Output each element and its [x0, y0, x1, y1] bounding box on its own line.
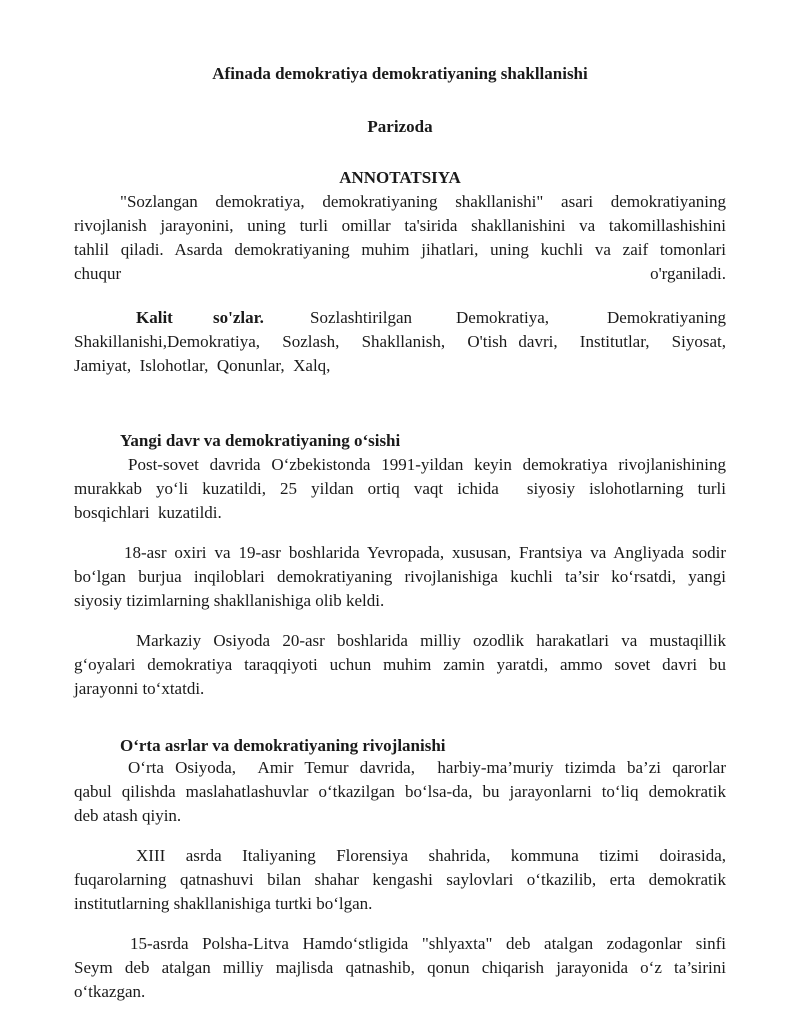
annotation-line: rivojlanish jarayonini, uning turli omillar ta'sirida shakllanishini va takomillashishini: [74, 216, 726, 235]
author-name: Parizoda: [367, 117, 433, 136]
paragraph-line: fuqarolarning qatnashuvi bilan shahar kengashi saylovlari o‘tkazilib, erta demokratik: [74, 870, 726, 889]
paragraph-line: Post-sovet davrida O‘zbekistonda 1991-yildan keyin demokratiya rivojlanishining: [128, 455, 726, 474]
paragraph-line: O‘rta Osiyoda, Amir Temur davrida, harbiy-ma’muriy tizimda ba’zi qarorlar: [128, 758, 726, 777]
annotation-line: "Sozlangan demokratiya, demokratiyaning shakllanishi" asari demokratiyaning: [120, 192, 726, 211]
paragraph-line: qabul qilishda maslahatlashuvlar o‘tkazilgan bo‘lsa-da, bu jarayonlarni to‘liq demokratik: [74, 782, 726, 801]
paragraph-line: siyosiy tizimlarning shakllanishiga olib keldi.: [74, 591, 385, 610]
paragraph-line: bo‘lgan burjua inqiloblari demokratiyaning rivojlanishiga kuchli ta’sir ko‘rsatdi, yangi: [74, 567, 726, 586]
keywords-label: so'zlar.: [213, 308, 264, 327]
paragraph-line: murakkab yo‘li kuzatildi, 25 yildan ortiq vaqt ichida siyosiy islohotlarning turli: [74, 479, 726, 498]
paragraph-line: institutlarning shakllanishiga turtki bo‘lgan.: [74, 894, 373, 913]
paragraph-line: jarayonni to‘xtatdi.: [74, 679, 205, 698]
paragraph-line: Markaziy Osiyoda 20-asr boshlarida milliy ozodlik harakatlari va mustaqillik: [136, 631, 726, 650]
keywords-label: Kalit: [136, 308, 173, 327]
keyword: Demokratiya,: [456, 308, 549, 327]
section-heading: O‘rta asrlar va demokratiyaning rivojlanishi: [120, 736, 446, 755]
section-heading: Yangi davr va demokratiyaning o‘sishi: [120, 431, 401, 450]
paragraph-line: bosqichlari kuzatildi.: [74, 503, 222, 522]
paragraph-line: deb atash qiyin.: [74, 806, 182, 825]
paragraph-line: Seym deb atalgan milliy majlisda qatnashib, qonun chiqarish jarayonida o‘z ta’sirini: [74, 958, 726, 977]
annotation-line: chuqur: [74, 264, 122, 283]
keyword: Sozlashtirilgan: [310, 308, 412, 327]
annotation-heading: ANNOTATSIYA: [339, 168, 461, 187]
paragraph-line: 15-asrda Polsha-Litva Hamdo‘stligida "shlyaxta" deb atalgan zodagonlar sinfi: [130, 934, 726, 953]
annotation-line: o'rganiladi.: [650, 264, 726, 283]
paragraph-line: o‘tkazgan.: [74, 982, 146, 1001]
document-title: Afinada demokratiya demokratiyaning shakllanishi: [212, 64, 588, 83]
keyword: Demokratiyaning: [607, 308, 726, 327]
paragraph-line: XIII asrda Italiyaning Florensiya shahrida, kommuna tizimi doirasida,: [136, 846, 726, 865]
paragraph-line: 18-asr oxiri va 19-asr boshlarida Yevropada, xususan, Frantsiya va Angliyada sodir: [124, 543, 726, 562]
keywords-line: Jamiyat, Islohotlar, Qonunlar, Xalq,: [74, 356, 331, 375]
keywords-line: Shakillanishi,Demokratiya, Sozlash, Shakllanish, O'tish davri, Institutlar, Siyosat,: [74, 332, 726, 351]
paragraph-line: g‘oyalari demokratiya taraqqiyoti uchun muhim zamin yaratdi, ammo sovet davri bu: [74, 655, 726, 674]
annotation-line: tahlil qiladi. Asarda demokratiyaning muhim jihatlari, uning kuchli va zaif tomonlari: [74, 240, 726, 259]
